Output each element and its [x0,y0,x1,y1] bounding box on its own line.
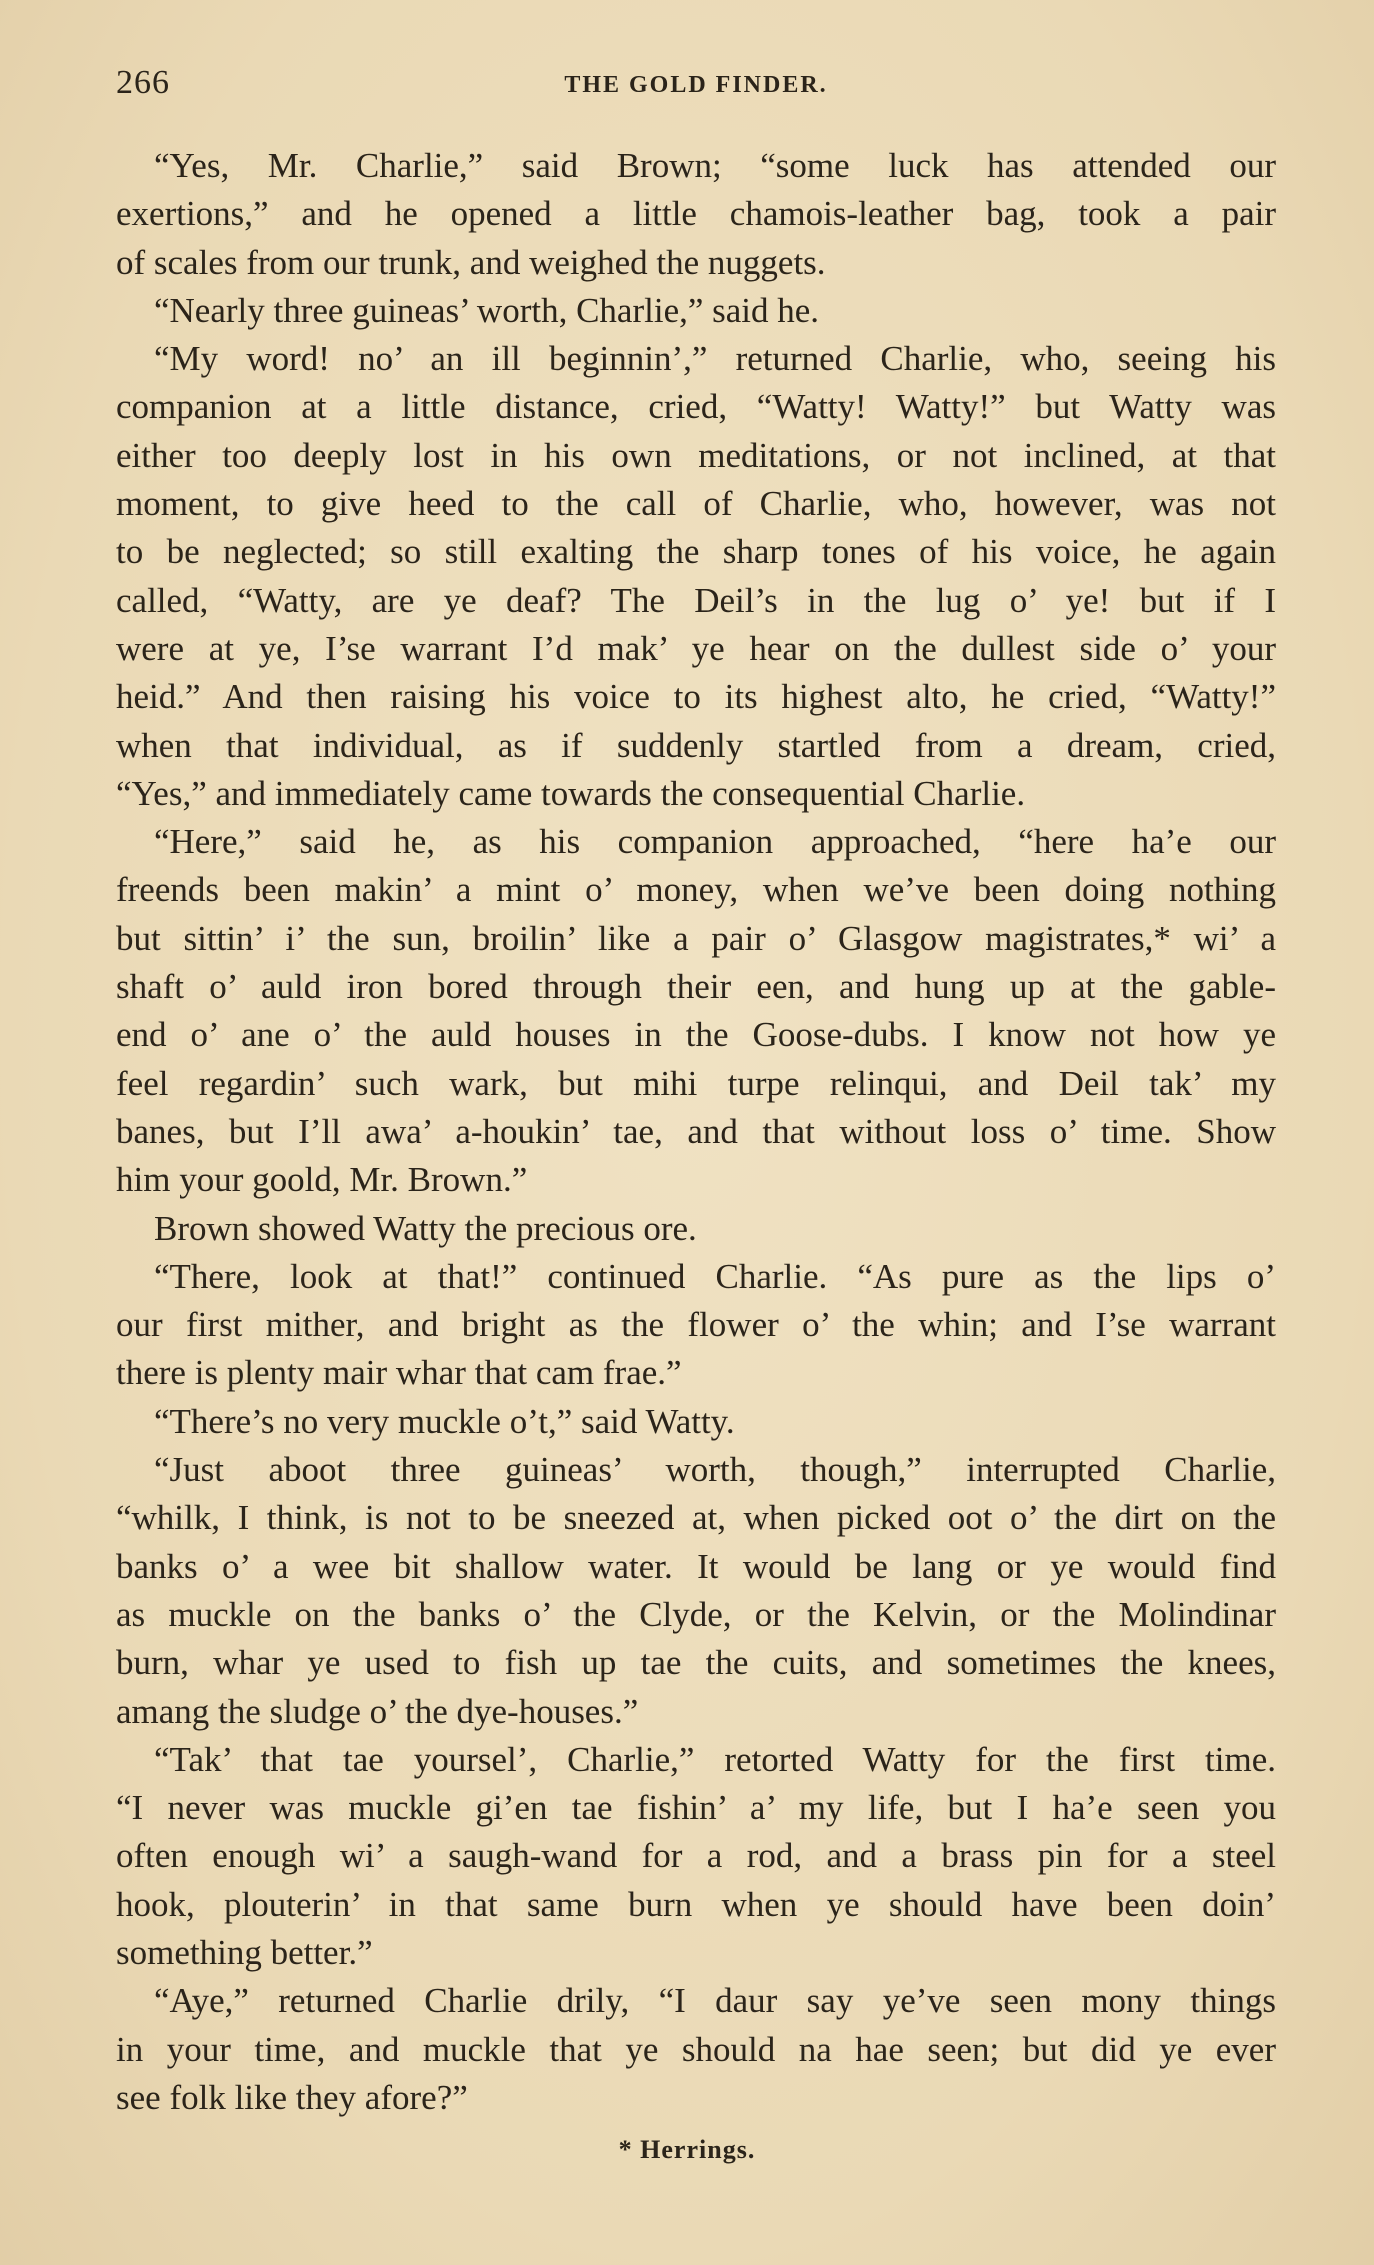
text-line: our first mither, and bright as the flower o’ the whin; and I’se warrant [116,1305,1276,1345]
text-line: feel regardin’ such wark, but mihi turpe relinqui, and Deil tak’ my [116,1063,1276,1103]
text-line: either too deeply lost in his own meditations, or not inclined, at that [116,435,1276,475]
text-line: him your goold, Mr. Brown.” [116,1160,528,1200]
text-line: as muckle on the banks o’ the Clyde, or the Kelvin, or the Molindinar [116,1594,1276,1634]
text-line: “whilk, I think, is not to be sneezed at, when picked oot o’ the dirt on the [116,1498,1276,1538]
text-line: “Yes,” and immediately came towards the consequential Charlie. [116,773,1026,813]
text-line: see folk like they afore?” [116,2077,468,2117]
text-line: freends been makin’ a mint o’ money, when we’ve been doing nothing [116,870,1276,910]
text-line: heid.” And then raising his voice to its highest alto, he cried, “Watty!” [116,677,1276,717]
text-line: but sittin’ i’ the sun, broilin’ like a pair o’ Glasgow magistrates,* wi’ a [116,918,1276,958]
text-line: shaft o’ auld iron bored through their een, and hung up at the gable- [116,967,1276,1007]
text-line: “Nearly three guineas’ worth, Charlie,” said he. [154,290,820,330]
text-line: end o’ ane o’ the auld houses in the Goose-dubs. I know not how ye [116,1015,1276,1055]
body-text [116,142,1276,2122]
text-line: “Yes, Mr. Charlie,” said Brown; “some luck has attended our [154,146,1276,185]
text-line: exertions,” and he opened a little chamois-leather bag, took a pair [116,194,1276,234]
text-line: there is plenty mair whar that cam frae.” [116,1353,682,1393]
text-line: banes, but I’ll awa’ a-houkin’ tae, and that without loss o’ time. Show [116,1111,1276,1151]
page-number: 266 [116,64,170,101]
text-line: in your time, and muckle that ye should na hae seen; but did ye ever [116,2029,1276,2069]
text-line: “My word! no’ an ill beginnin’,” returned Charlie, who, seeing his [154,339,1276,379]
text-line: “I never was muckle gi’en tae fishin’ a’ my life, but I ha’e seen you [116,1788,1276,1828]
text-line: “Aye,” returned Charlie drily, “I daur say ye’ve seen mony things [154,1981,1276,2021]
running-title: THE GOLD FINDER. [564,72,828,98]
text-line: something better.” [116,1932,373,1972]
text-line: “Just aboot three guineas’ worth, though,” interrupted Charlie, [154,1450,1276,1490]
text-line: often enough wi’ a saugh-wand for a rod, and a brass pin for a steel [116,1836,1276,1876]
footnote: * Herrings. [618,2135,756,2164]
text-line: companion at a little distance, cried, “Watty! Watty!” but Watty was [116,387,1276,427]
text-line: of scales from our trunk, and weighed the nuggets. [116,242,826,282]
text-line: to be neglected; so still exalting the sharp tones of his voice, he again [116,532,1276,572]
text-line: moment, to give heed to the call of Charlie, who, however, was not [116,484,1276,524]
text-line: Brown showed Watty the precious ore. [154,1208,697,1248]
text-line: “Here,” said he, as his companion approached, “here ha’e our [154,822,1276,862]
text-line: hook, plouterin’ in that same burn when ye should have been doin’ [116,1884,1276,1924]
text-line: “There, look at that!” continued Charlie. “As pure as the lips o’ [154,1256,1276,1296]
text-line: called, “Watty, are ye deaf? The Deil’s in the lug o’ ye! but if I [116,580,1276,620]
text-line: when that individual, as if suddenly startled from a dream, cried, [116,725,1276,765]
text-line: amang the sludge o’ the dye-houses.” [116,1691,639,1731]
text-line: “There’s no very muckle o’t,” said Watty. [154,1401,735,1441]
text-line: banks o’ a wee bit shallow water. It would be lang or ye would find [116,1546,1276,1586]
text-line: burn, whar ye used to fish up tae the cuits, and sometimes the knees, [116,1643,1276,1683]
page-header [116,64,1276,124]
text-line: “Tak’ that tae yoursel’, Charlie,” retorted Watty for the first time. [154,1739,1276,1779]
text-line: were at ye, I’se warrant I’d mak’ ye hear on the dullest side o’ your [116,628,1276,668]
